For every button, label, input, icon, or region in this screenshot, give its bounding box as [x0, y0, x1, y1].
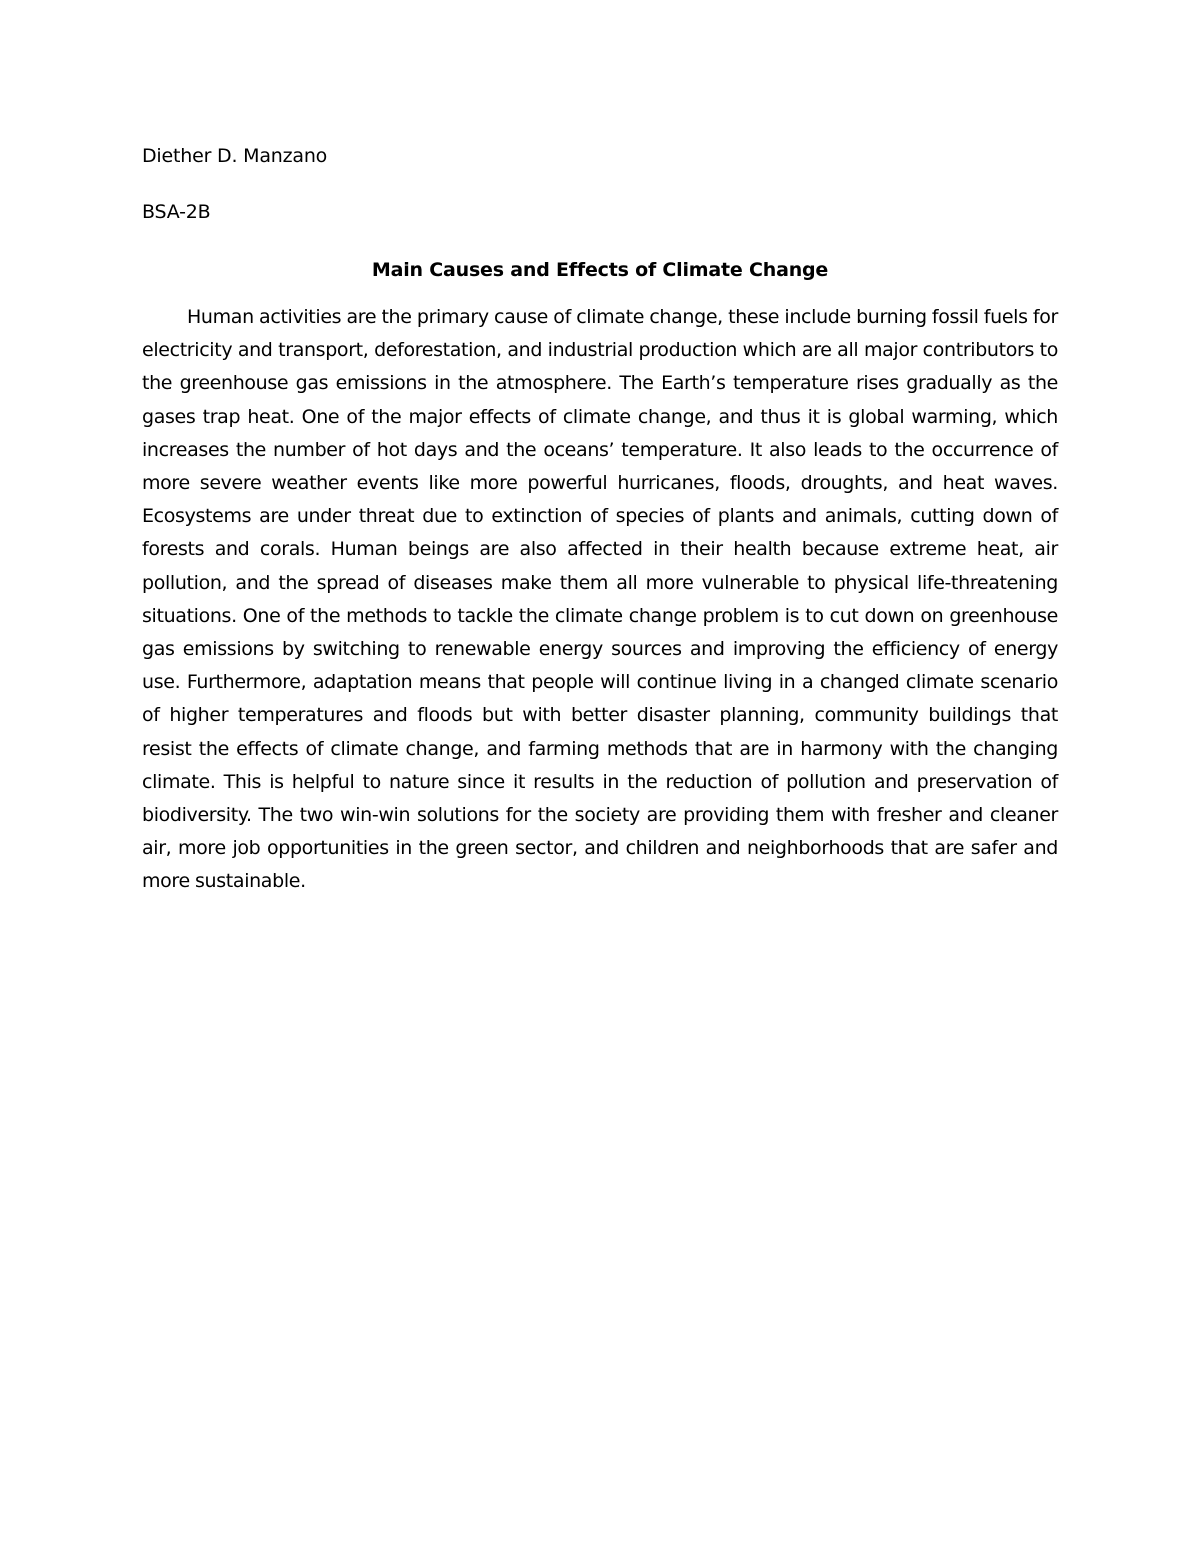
essay-body-paragraph: Human activities are the primary cause of climate change, these include burning fossil fuels for electricity and transport, deforestation, and industrial production which are all major contributors to the greenhouse gas emissions in the atmosphere. The Earth’s temperature rises gradually as the gases trap heat. One of the major effects of climate change, and thus it is global warming, which increases the number of hot days and the oceans’ temperature. It also leads to the occurrence of more severe weather events like more powerful hurricanes, floods, droughts, and heat waves. Ecosystems are under threat due to extinction of species of plants and animals, cutting down of forests and corals. Human beings are also affected in their health because extreme heat, air pollution, and the spread of diseases make them all more vulnerable to physical life-threatening situations. One of the methods to tackle the climate change problem is to cut down on greenhouse gas emissions by switching to renewable energy sources and improving the efficiency of energy use. Furthermore, adaptation means that people will continue living in a changed climate scenario of higher temperatures and floods but with better disaster planning, community buildings that resist the effects of climate change, and farming methods that are in harmony with the changing climate. This is helpful to nature since it results in the reduction of pollution and preservation of biodiversity. The two win-win solutions for the society are providing them with fresher and cleaner air, more job opportunities in the green sector, and children and neighborhoods that are safer and more sustainable.: [142, 306, 1058, 893]
document-content: [142, 142, 1058, 899]
author-name: Diether D. Manzano: [142, 145, 328, 167]
class-section: BSA-2B: [142, 201, 211, 223]
essay-title: Main Causes and Effects of Climate Change: [371, 259, 829, 281]
